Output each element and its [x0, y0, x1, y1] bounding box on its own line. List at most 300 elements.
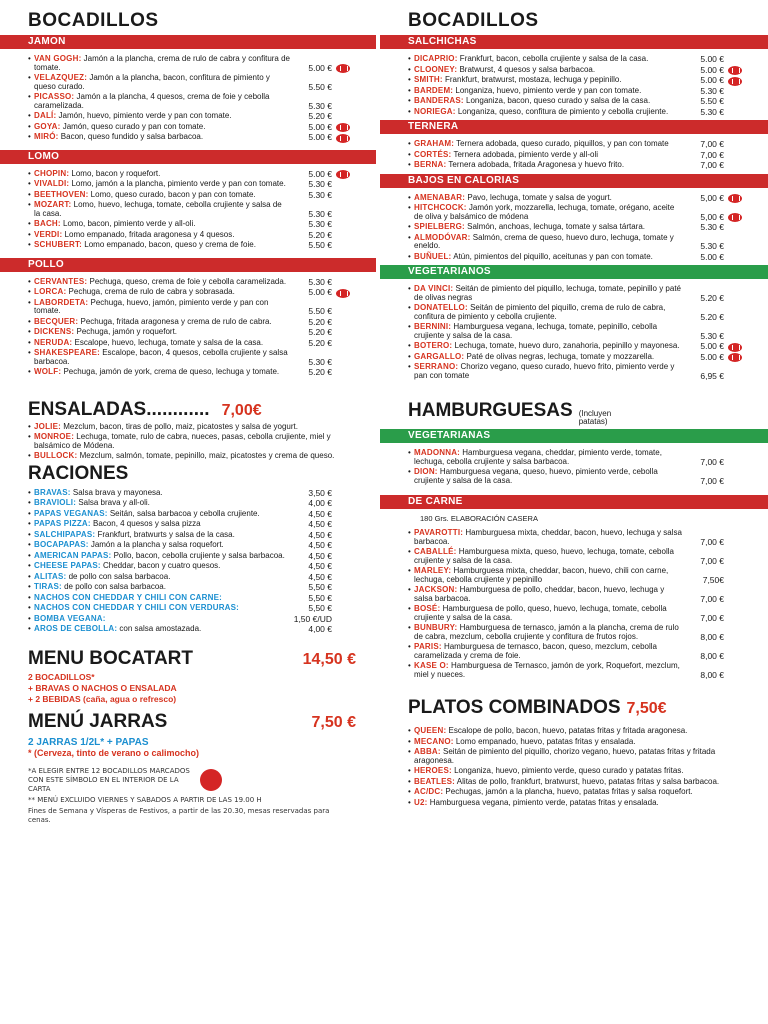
item-price: 4,50 € [308, 519, 332, 529]
item-description: Lomo, bacon, pimiento verde y all-oli. [60, 219, 196, 228]
item-price: 5.20 € [308, 337, 332, 348]
item-name: PARIS: [414, 642, 442, 651]
menu-item [408, 548, 748, 565]
item-name: JACKSON: [414, 585, 458, 594]
item-price: 5.30 € [308, 100, 332, 111]
menu-item [408, 66, 748, 75]
item-description: Seitán de pimiento del piquillo, crema de rulo de cabra, confitura de pimiento y cebolla crujiente. [414, 303, 666, 321]
ternera-list [380, 140, 768, 170]
item-name: MECANO: [414, 736, 454, 746]
item-description: Lomo, huevo, lechuga, tomate, cebolla crujiente y salsa de la casa. [34, 200, 282, 218]
item-price: 5.20 € [308, 367, 332, 377]
menu-item [28, 231, 356, 240]
item-price: 7,00 € [700, 139, 724, 149]
item-name: GARGALLO: [414, 351, 465, 361]
item-name: BERNA: [414, 160, 447, 169]
menu-item [28, 433, 356, 450]
calorias-list [380, 194, 768, 262]
item-price: 5.50 € [308, 306, 332, 316]
raciones-list [0, 489, 376, 634]
item-price: 5.00 € [700, 75, 724, 85]
menu-item [408, 788, 748, 797]
menu-item [28, 573, 356, 582]
platos-list [380, 727, 768, 807]
item-price: 4,50 € [308, 571, 332, 582]
jarras-title: MENÚ JARRAS [28, 710, 168, 732]
jamon-list [0, 55, 376, 142]
menu-item [28, 368, 356, 377]
lomo-list [0, 170, 376, 250]
jarras-header [0, 711, 376, 733]
item-description: Ternera adobada, fritada Aragonesa y huevo frito. [446, 160, 625, 169]
item-description: Hamburguesa de Ternasco, jamón de york, Roquefort, mezclum, miel y nueces. [414, 661, 680, 679]
menu-item [28, 489, 356, 498]
wine-glass-icon [728, 213, 742, 222]
item-name: BACH: [34, 219, 61, 228]
item-description: Hamburguesa mixta, queso, huevo, lechuga, tomate, cebolla crujiente y salsa de la casa. [414, 547, 674, 565]
item-price: 5.00 € [700, 351, 724, 362]
item-description: Lomo, bacon y roquefort. [69, 168, 161, 178]
item-name: HEROES: [414, 766, 452, 775]
item-name: BOCAPAPAS: [34, 540, 89, 549]
item-description: Jamón york, mozzarella, lechuga, tomate, orégano, aceite de oliva y balsámico de módena [414, 203, 675, 221]
menu-item [408, 151, 748, 160]
menu-item [408, 586, 748, 603]
item-price: 7,00 € [700, 536, 724, 547]
item-description: de pollo con salsa barbacoa. [66, 571, 171, 581]
item-name: BECQUER: [34, 316, 79, 326]
item-description: Hamburguesa mixta, cheddar, bacon, huevo, chili con carne, lechuga, cebolla crujiente y pepinillo [414, 566, 669, 584]
item-description: Jamón a la plancha, crema de rulo de cabra y confitura de tomate. [34, 54, 290, 72]
ensaladas-price: 7,00€ [221, 401, 262, 419]
note-1: *A ELEGIR ENTRE 12 BOCADILLOS MARCADOS CON ESTE SÍMBOLO EN EL INTERIOR DE LA CARTA [28, 766, 190, 793]
item-price: 1,50 €/UD [293, 613, 332, 624]
menu-item [28, 552, 356, 561]
item-description: Bacon, queso fundido y salsa barbacoa. [58, 132, 204, 141]
item-description: Pechugas, jamón a la plancha, huevo, patatas fritas y salsa roquefort. [443, 787, 693, 796]
item-name: BOMBA VEGANA: [34, 613, 106, 623]
item-price: 8,00 € [700, 631, 724, 642]
menu-item [408, 738, 748, 747]
item-price: 5.00 € [308, 62, 332, 73]
item-name: SCHUBERT: [34, 240, 83, 249]
menu-item [408, 727, 748, 736]
wine-glass-icon [336, 64, 350, 73]
item-price: 5.20 € [308, 229, 332, 240]
item-description: Escalope de pollo, bacon, huevo, patatas fritas y fritada aragonesa. [446, 726, 688, 735]
item-price: 5,00 € [700, 192, 724, 203]
menu-item [408, 285, 748, 302]
item-price: 5.00 € [308, 287, 332, 297]
item-price: 5,00 € [700, 211, 724, 222]
item-price: 7,50€ [702, 574, 724, 585]
menu-item [28, 423, 356, 432]
menu-item [28, 74, 356, 91]
item-name: BOSÉ: [414, 604, 441, 613]
item-description: Escalope, huevo, lechuga, tomate y salsa de la casa. [72, 337, 264, 347]
item-description: Mezclum, salmón, tomate, pepinillo, maiz, picatostes y crema de queso. [77, 451, 335, 460]
item-name: ABBA: [414, 747, 441, 756]
menu-item [28, 180, 356, 189]
item-description: Pechuga, jamón de york, crema de queso, lechuga y tomate. [61, 367, 280, 376]
item-price: 5.30 € [308, 219, 332, 229]
item-price: 5.30 € [700, 330, 724, 341]
item-name: BULLOCK: [34, 451, 78, 460]
item-description: Pavo, lechuga, tomate y salsa de yogurt. [465, 192, 612, 202]
item-description: Hamburguesa vegana, queso, huevo, pimiento verde, cebolla crujiente y salsa de la casa. [414, 467, 658, 485]
item-price: 5.00 € [700, 54, 724, 64]
item-description: Bacon, 4 quesos y salsa pizza [90, 519, 201, 528]
menu-item [408, 140, 748, 149]
menu-item [28, 288, 356, 297]
menu-item [28, 531, 356, 540]
item-name: BEATLES: [414, 776, 456, 786]
raciones-title: RACIONES [28, 462, 129, 484]
item-price: 5.30 € [308, 356, 332, 367]
menu-item [408, 76, 748, 85]
item-name: CHEESE PAPAS: [34, 561, 101, 570]
item-price: 5.30 € [700, 222, 724, 232]
raciones-header [0, 463, 376, 485]
item-price: 4,00 € [308, 624, 332, 634]
platos-title: PLATOS COMBINADOS [408, 697, 621, 718]
menu-item [28, 220, 356, 229]
menu-item [28, 349, 356, 366]
menu-item [28, 55, 356, 72]
item-description: Lomo, jamón a la plancha, pimiento verde y pan con tomate. [69, 179, 286, 188]
item-price: 5.20 € [700, 311, 724, 322]
item-name: CLOONEY: [414, 64, 458, 74]
item-description: Longaniza, huevo, pimiento verde y pan con tomate. [453, 85, 642, 95]
menu-item [408, 342, 748, 351]
jarras-line1: 2 JARRAS 1/2L* + PAPAS [28, 736, 149, 748]
menu-item [408, 204, 748, 221]
menu-item [408, 799, 748, 808]
item-name: CABALLÉ: [414, 547, 457, 556]
item-description: Salsa brava y mayonesa. [70, 487, 163, 497]
item-name: MOZART: [34, 200, 72, 209]
menu-item [28, 520, 356, 529]
menu-item [408, 55, 748, 64]
item-name: VERDI: [34, 229, 63, 239]
ensaladas-header [0, 399, 376, 421]
item-description: Seitán, salsa barbacoa y cebolla crujiente. [107, 508, 260, 518]
band-pollo: POLLO [0, 258, 376, 272]
menu-item [408, 304, 748, 321]
jarras-line2: * (Cerveza, tinto de verano o calimocho) [28, 747, 200, 758]
item-name: MARLEY: [414, 566, 452, 575]
item-price: 5.50 € [700, 96, 724, 106]
item-description: Frankfurt, bacon, cebolla crujiente y salsa de la casa. [457, 54, 649, 63]
vegetarianos-list [380, 285, 768, 380]
item-price: 5.50 € [308, 240, 332, 250]
menu-item [408, 363, 748, 380]
menu-item [408, 161, 748, 170]
item-name: CORTÉS: [414, 149, 452, 159]
item-name: GOYA: [34, 121, 61, 131]
item-name: SHAKESPEARE: [34, 348, 100, 357]
item-description: Hamburguesa de pollo, cheddar, bacon, huevo, lechuga y salsa barbacoa. [414, 585, 665, 603]
menu-item [28, 562, 356, 571]
menu-item [28, 328, 356, 337]
item-name: SERRANO: [414, 362, 459, 371]
menu-item [28, 339, 356, 348]
item-price: 5.20 € [308, 111, 332, 121]
menu-item [28, 625, 356, 634]
menu-item [408, 662, 748, 679]
band-calorias: BAJOS EN CALORIAS [380, 174, 768, 188]
item-price: 4,50 € [308, 508, 332, 519]
menu-item [28, 133, 356, 142]
item-description: Longaniza, huevo, pimiento verde, queso curado y patatas fritas. [451, 766, 684, 775]
item-price: 4,00 € [308, 498, 332, 508]
item-price: 5.00 € [700, 341, 724, 351]
wine-glass-icon [336, 134, 350, 143]
item-name: U2: [414, 797, 428, 807]
menu-item [28, 594, 356, 603]
item-description: Lomo, queso curado, bacon y pan con tomate. [88, 189, 256, 199]
menu-item [28, 318, 356, 327]
band-jamon: JAMON [0, 35, 376, 49]
item-description: Seitán de pimiento del piquillo, chorizo vegano, huevo, patatas fritas y fritada aragonesa. [414, 747, 716, 765]
item-description: Lomo empanado, bacon, queso y crema de foie. [82, 240, 256, 249]
item-name: LORCA: [34, 287, 67, 296]
menu-item [28, 499, 356, 508]
item-description: Frankfurt, bratwurst, mostaza, lechuga y pepinillo. [442, 75, 622, 84]
item-name: QUEEN: [414, 726, 447, 735]
item-description: Cheddar, bacon y cuatro quesos. [100, 561, 221, 570]
menu-item [28, 201, 356, 218]
item-price: 4,50 € [308, 529, 332, 540]
platos-header [380, 697, 768, 719]
item-description: Hamburguesa de ternasco, jamón a la plancha, crema de rulo de cabra, mezclum, cebolla crujiente y confitura de frutos rojos. [414, 623, 679, 641]
item-name: AC/DC: [414, 787, 444, 796]
menu-item [408, 234, 748, 251]
item-name: NACHOS CON CHEDDAR Y CHILI CON CARNE: [34, 592, 223, 602]
menu-item [408, 87, 748, 96]
menu-item [408, 605, 748, 622]
item-name: AROS DE CEBOLLA: [34, 624, 118, 633]
item-price: 5.20 € [700, 292, 724, 303]
item-name: JOLIE: [34, 421, 61, 431]
item-description: Jamón a la plancha y salsa roquefort. [88, 540, 224, 549]
item-description: Jamón a la plancha, bacon, confitura de pimiento y queso curado. [34, 73, 270, 91]
hamburguesas-sub: (Incluyen patatas) [578, 409, 612, 426]
menu-item [28, 112, 356, 121]
menu-item [28, 604, 356, 613]
item-name: SALCHIPAPAS: [34, 529, 96, 539]
item-description: Salsa brava y all-oli. [76, 498, 150, 507]
bocatart-line: + BRAVAS O NACHOS O ENSALADA [28, 682, 177, 693]
item-price: 5.00 € [308, 132, 332, 142]
wine-glass-icon [728, 77, 742, 86]
item-name: PAPAS VEGANAS: [34, 508, 108, 518]
wine-glass-icon [200, 769, 222, 791]
bocadillos-title-right: BOCADILLOS [408, 10, 539, 31]
item-name: DICAPRIO: [414, 54, 458, 63]
wine-glass-icon [728, 343, 742, 352]
item-description: Pechuga, huevo, jamón, pimiento verde y pan con tomate. [34, 297, 269, 315]
item-price: 5.30 € [700, 85, 724, 96]
note-2: ** MENÚ EXCLUIDO VIERNES Y SABADOS A PARTIR DE LAS 19.00 H [28, 795, 262, 804]
item-price: 7,00 € [700, 612, 724, 623]
item-name: SMITH: [414, 75, 443, 84]
item-price: 5.30 € [308, 179, 332, 189]
band-salchichas: SALCHICHAS [380, 35, 768, 49]
menu-item [28, 510, 356, 519]
wine-glass-icon [336, 170, 350, 179]
item-description: Pechuga, queso, crema de foie y cebolla caramelizada. [87, 276, 287, 286]
item-name: BANDERAS: [414, 96, 464, 105]
item-price: 5.00 € [308, 121, 332, 132]
item-name: BARDEM: [414, 85, 454, 95]
bocatart-title: MENU BOCATART [28, 647, 193, 669]
item-description: Hamburguesa vegana, pimiento verde, patatas fritas y ensalada. [427, 797, 659, 807]
menu-item [408, 778, 748, 787]
item-name: VIVALDI: [34, 179, 70, 188]
item-description: Pollo, bacon, cebolla crujiente y salsa barbacoa. [111, 550, 285, 560]
carne-note: 180 Grs. ELABORACIÓN CASERA [420, 514, 538, 523]
ensaladas-list [0, 423, 376, 461]
bocatart-header [0, 648, 376, 670]
item-name: ALMODÓVAR: [414, 232, 471, 242]
item-price: 5.00 € [700, 251, 724, 262]
item-description: Jamón, huevo, pimiento verde y pan con tomate. [56, 111, 232, 120]
menu-item [28, 170, 356, 179]
item-description: Longaniza, queso, confitura de pimiento y cebolla crujiente. [455, 106, 669, 116]
item-price: 5.50 € [308, 81, 332, 92]
item-price: 5.30 € [308, 208, 332, 219]
menu-item [28, 299, 356, 316]
menu-item [408, 253, 748, 262]
menu-item [408, 643, 748, 660]
item-description: Lechuga, tomate, rulo de cabra, nueces, pasas, cebolla crujiente, miel y balsámico de Módena. [34, 432, 331, 450]
item-price: 7,00 € [700, 456, 724, 467]
item-description: Frankfurt, bratwurts y salsa de la casa. [95, 529, 235, 539]
menu-item [408, 194, 748, 203]
menu-item [408, 748, 748, 765]
item-description: Paté de olivas negras, lechuga, tomate y mozzarella. [464, 351, 655, 361]
menu-item [28, 93, 356, 110]
item-price: 4,50 € [308, 540, 332, 550]
menu-item [28, 123, 356, 132]
item-price: 5,50 € [308, 592, 332, 603]
item-price: 6,95 € [700, 370, 724, 381]
item-price: 7,00 € [700, 593, 724, 604]
item-name: DICKENS: [34, 327, 75, 336]
item-price: 5.20 € [308, 316, 332, 327]
notes-block [0, 767, 376, 794]
item-name: DION: [414, 467, 438, 476]
menu-item [28, 583, 356, 592]
menu-item [408, 449, 748, 466]
item-name: NORIEGA: [414, 106, 456, 116]
item-description: Chorizo vegano, queso curado, huevo frito, pimiento verde y pan con tomate [414, 362, 675, 380]
menu-item [408, 529, 748, 546]
menu-item [408, 223, 748, 232]
bocatart-line: + 2 BEBIDAS (caña, agua o refresco) [28, 693, 177, 704]
right-column [380, 0, 768, 809]
item-description: Lomo empanado, huevo, patatas fritas y ensalada. [453, 736, 636, 746]
wine-glass-icon [336, 289, 350, 298]
menu-item [28, 241, 356, 250]
item-name: BRAVAS: [34, 487, 71, 497]
item-name: GRAHAM: [414, 139, 455, 148]
item-name: WOLF: [34, 367, 62, 376]
wine-glass-icon [728, 353, 742, 362]
menu-item [28, 615, 356, 624]
menu-item [408, 108, 748, 117]
item-description: Alitas de pollo, frankfurt, bratwurst, huevo, patatas fritas y salsa barbacoa. [455, 776, 720, 786]
item-description: Salmón, anchoas, lechuga, tomate y salsa tártara. [464, 222, 646, 231]
item-name: BERNINI: [414, 322, 452, 331]
item-description: Bratwurst, 4 quesos y salsa barbacoa. [457, 64, 596, 74]
menu-item [408, 353, 748, 362]
item-name: BOTERO: [414, 341, 453, 350]
item-description: Pechuga, jamón y roquefort. [74, 327, 178, 336]
item-name: PICASSO: [34, 92, 75, 101]
item-name: LABORDETA: [34, 297, 89, 307]
menu-item [408, 624, 748, 641]
platos-price: 7,50€ [626, 700, 667, 717]
item-price: 5,50 € [308, 582, 332, 592]
item-description: Hamburguesa vegana, cheddar, pimiento verde, tomate, lechuga, cebolla crujiente y salsa barbacoa. [414, 448, 662, 466]
item-price: 7,00 € [700, 160, 724, 170]
left-column [0, 0, 376, 825]
item-description: Jamón, queso curado y pan con tomate. [60, 121, 206, 131]
wine-glass-icon [728, 66, 742, 75]
item-name: SPIELBERG: [414, 222, 465, 231]
item-description: de pollo con salsa barbacoa. [61, 582, 166, 591]
item-name: CHOPIN: [34, 168, 70, 178]
item-price: 7,00 € [700, 555, 724, 566]
item-description: Salmón, crema de queso, huevo duro, lechuga, tomate y eneldo. [414, 232, 674, 250]
wine-glass-icon [728, 194, 742, 203]
item-price: 5.30 € [308, 276, 332, 287]
bocatart-lines [0, 672, 376, 705]
salchichas-list [380, 55, 768, 116]
band-vegetarianos: VEGETARIANOS [380, 265, 768, 279]
item-name: BEETHOVEN: [34, 189, 89, 199]
band-ternera: TERNERA [380, 120, 768, 134]
item-description: Pechuga, crema de rulo de cabra y sobrasada. [66, 287, 235, 296]
item-name: AMERICAN PAPAS: [34, 550, 112, 560]
menu-item [408, 767, 748, 776]
hamb-veg-list [380, 449, 768, 485]
menu-item [408, 567, 748, 584]
item-price: 5.30 € [308, 189, 332, 200]
item-description: Hamburguesa de pollo, queso, huevo, lechuga, tomate, cebolla crujiente y salsa de la casa. [414, 604, 667, 622]
item-name: ALITAS: [34, 571, 67, 581]
item-name: MADONNA: [414, 448, 461, 457]
item-price: 5.20 € [308, 327, 332, 337]
menu-item [28, 191, 356, 200]
bocatart-line: 2 BOCADILLOS* [28, 671, 95, 682]
item-name: NERUDA: [34, 337, 73, 347]
ensaladas-title: ENSALADAS............ [28, 398, 210, 420]
item-price: 5.30 € [700, 106, 724, 117]
item-price: 8,00 € [700, 650, 724, 661]
bocadillos-title-left: BOCADILLOS [28, 10, 159, 31]
item-name: BUNBURY: [414, 623, 458, 632]
item-name: MIRÓ: [34, 132, 59, 141]
band-de-carne: DE CARNE [380, 495, 768, 509]
item-name: DALÍ: [34, 111, 57, 120]
hamburguesas-title: HAMBURGUESAS [408, 400, 573, 421]
item-price: 7,00 € [700, 475, 724, 486]
item-description: con salsa amostazada. [117, 624, 202, 633]
item-name: VAN GOGH: [34, 54, 82, 63]
